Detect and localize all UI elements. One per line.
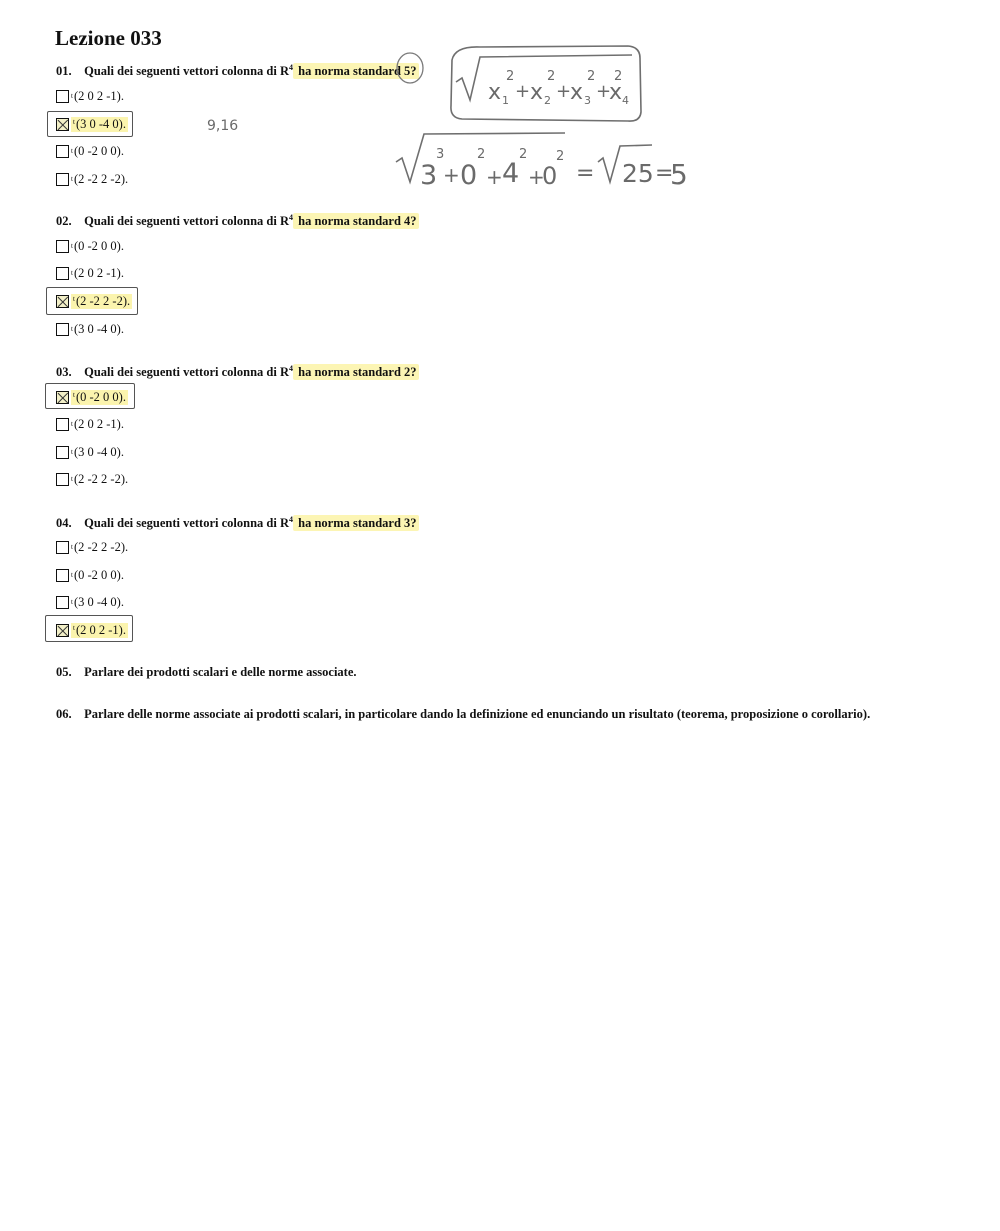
plus-sign: +	[515, 81, 531, 102]
calc-result: 5	[670, 158, 688, 191]
question-text-post: ha norma standard 3?	[295, 516, 417, 530]
vector-space: $R^4$	[279, 213, 293, 228]
checkbox[interactable]	[56, 418, 69, 431]
calc-exp: 2	[519, 147, 528, 162]
option-q4-c[interactable]	[56, 594, 124, 610]
question-text-pre: Quali dei seguenti vettori colonna di	[84, 214, 280, 228]
transpose-mark: t	[71, 92, 73, 100]
side-note: 9,16	[207, 118, 239, 134]
transpose-mark: t	[71, 269, 73, 277]
option-label: (3 0 -4 0).	[73, 594, 124, 609]
vector-space: $R^4$	[279, 515, 293, 530]
question-number: 04.	[56, 516, 72, 530]
transpose-mark: t	[73, 390, 75, 399]
question-number: 05.	[56, 665, 72, 679]
formula-x1	[488, 69, 514, 107]
question-04	[56, 515, 419, 531]
checkbox[interactable]	[56, 569, 69, 582]
option-label: (2 0 2 -1).	[73, 265, 124, 280]
page-title: Lezione 033	[55, 26, 162, 50]
checkbox[interactable]	[56, 446, 69, 459]
calc-equals: =	[655, 161, 674, 186]
handwriting-layer	[0, 0, 1000, 260]
transpose-mark: t	[71, 543, 73, 551]
option-label: (2 -2 2 -2).	[73, 171, 129, 186]
formula-x2	[530, 69, 555, 107]
svg-text:x: x	[570, 80, 584, 105]
pen-answer-box	[46, 287, 138, 315]
svg-text:2: 2	[547, 69, 556, 84]
svg-text:2: 2	[587, 69, 596, 84]
transpose-mark: t	[73, 294, 75, 303]
question-05	[56, 665, 357, 680]
question-number: 02.	[56, 214, 72, 228]
svg-text:x: x	[609, 80, 623, 105]
calc-term: 0	[460, 160, 478, 191]
option-label: (3 0 -4 0).	[73, 444, 124, 459]
question-text: Parlare dei prodotti scalari e delle norme associate.	[84, 665, 357, 679]
transpose-mark: t	[71, 325, 73, 333]
checkbox[interactable]	[56, 267, 69, 280]
option-q4-b[interactable]	[56, 567, 124, 583]
question-06	[56, 707, 870, 722]
option-label: (0 -2 0 0).	[73, 567, 124, 582]
question-text-pre: Quali dei seguenti vettori colonna di	[84, 516, 280, 530]
pen-answer-box	[45, 383, 135, 409]
transpose-mark: t	[71, 475, 73, 483]
option-label: (2 0 2 -1).	[73, 416, 124, 431]
option-label: (0 -2 0 0).	[73, 143, 124, 158]
option-q3-b[interactable]	[56, 416, 124, 432]
calc-exp: 3	[436, 147, 445, 162]
question-text-post: ha norma standard 2?	[295, 365, 417, 379]
checkbox[interactable]	[56, 473, 69, 486]
option-label: (3 0 -4 0).	[73, 321, 124, 336]
calc-term: 3	[420, 160, 438, 191]
transpose-mark: t	[71, 242, 73, 250]
formula-x4	[609, 69, 629, 107]
transpose-mark: t	[71, 420, 73, 428]
option-label: (2 -2 2 -2).	[75, 293, 131, 308]
option-label: (0 -2 0 0).	[73, 238, 124, 253]
question-03	[56, 364, 419, 380]
option-label: (2 -2 2 -2).	[73, 539, 129, 554]
transpose-mark: t	[71, 571, 73, 579]
question-number: 01.	[56, 64, 72, 78]
svg-text:2: 2	[614, 69, 623, 84]
option-q3-c[interactable]	[56, 444, 124, 460]
option-q3-d[interactable]	[56, 471, 128, 487]
question-text-pre: Quali dei seguenti vettori colonna di	[84, 64, 280, 78]
checkbox[interactable]	[56, 541, 69, 554]
svg-text:1: 1	[502, 94, 509, 107]
question-number: 03.	[56, 365, 72, 379]
transpose-mark: t	[71, 175, 73, 183]
transpose-mark: t	[73, 623, 75, 632]
transpose-mark: t	[71, 448, 73, 456]
calc-term: 4	[502, 158, 520, 189]
pen-answer-box	[45, 615, 133, 642]
option-label: (3 0 -4 0).	[75, 116, 126, 131]
pencil-circle	[397, 53, 423, 83]
calc-term: +	[528, 165, 545, 189]
svg-text:2: 2	[506, 69, 515, 84]
option-label: (2 0 2 -1).	[75, 622, 126, 637]
plus-sign: +	[596, 81, 612, 102]
transpose-mark: t	[71, 598, 73, 606]
option-label: (2 -2 2 -2).	[73, 471, 129, 486]
calc-exp: 2	[477, 147, 486, 162]
plus-sign: +	[556, 81, 572, 102]
question-text-post: ha norma standard 4?	[295, 214, 417, 228]
option-q4-a[interactable]	[56, 539, 128, 555]
option-q2-b[interactable]	[56, 265, 124, 281]
calc-term: +	[443, 163, 460, 187]
vector-space: $R^4$	[279, 63, 293, 78]
vector-space: $R^4$	[279, 364, 293, 379]
svg-text:4: 4	[622, 94, 629, 107]
formula-x3	[570, 69, 595, 107]
calc-exp: 2	[556, 149, 565, 164]
calc-term: 0	[542, 162, 558, 190]
question-number: 06.	[56, 707, 72, 721]
svg-text:2: 2	[544, 94, 551, 107]
option-label: (0 -2 0 0).	[75, 389, 126, 404]
svg-text:x: x	[488, 80, 502, 105]
question-text-pre: Quali dei seguenti vettori colonna di	[84, 365, 280, 379]
calc-term: +	[486, 165, 503, 189]
svg-text:x: x	[530, 80, 544, 105]
option-q2-d[interactable]	[56, 321, 124, 337]
option-label: (2 0 2 -1).	[73, 88, 124, 103]
svg-text:3: 3	[584, 94, 591, 107]
transpose-mark: t	[71, 147, 73, 155]
checkbox[interactable]	[56, 323, 69, 336]
question-text-post: ha norma standard 5?	[295, 64, 417, 78]
calc-equals: =	[576, 161, 595, 186]
question-text: Parlare delle norme associate ai prodotti scalari, in particolare dando la definizione ed enunciando un risultato (teorema, proposizione o corollario).	[84, 707, 871, 721]
transpose-mark: t	[73, 117, 75, 126]
calc-root-value: 25	[622, 159, 654, 188]
checkbox[interactable]	[56, 596, 69, 609]
